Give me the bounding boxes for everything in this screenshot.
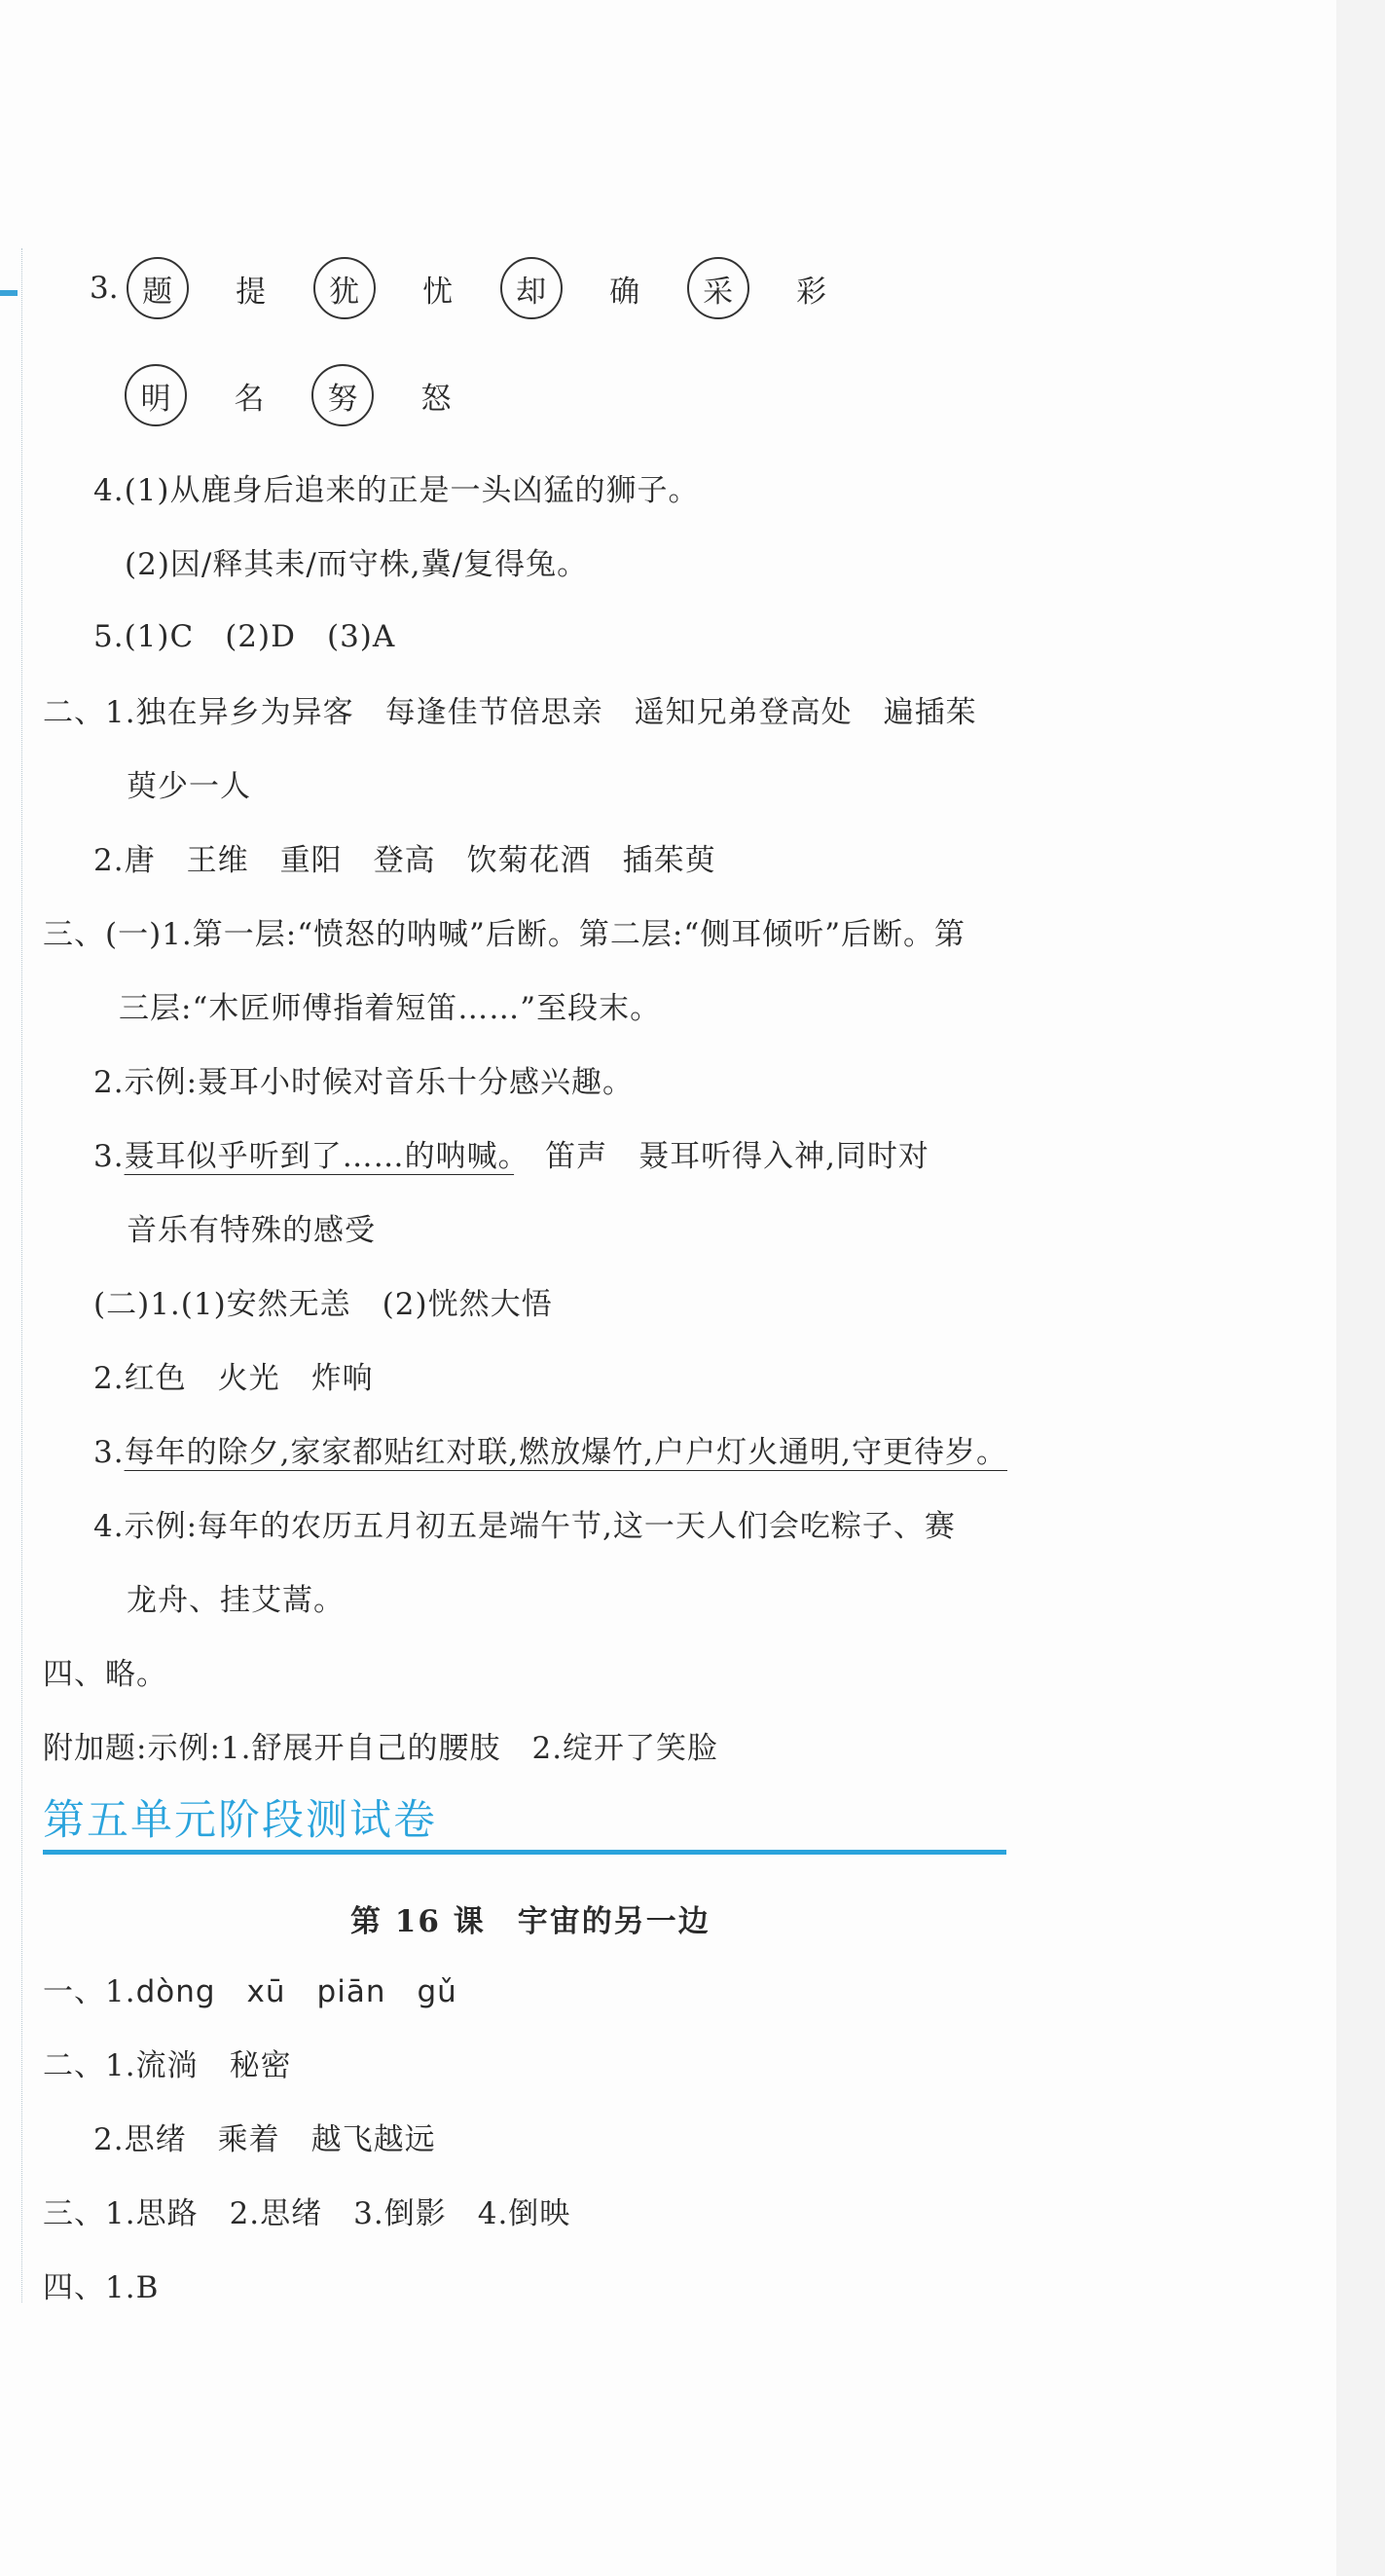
margin-marker [0, 290, 18, 296]
answer-line: 三、1.思路 2.思绪 3.倒影 4.倒映 [43, 2196, 571, 2231]
circled-character: 犹 [313, 257, 376, 319]
circled-character: 明 [125, 364, 187, 426]
answer-number: 一、1. [43, 1974, 136, 2009]
character: 怒 [420, 381, 452, 417]
answer-line: 龙舟、挂艾蒿。 [127, 1583, 345, 1618]
answer-line: 萸少一人 [127, 769, 251, 804]
answer-line: (2)因/释其耒/而守株,冀/复得兔。 [125, 547, 589, 582]
answer-line: 2.思绪 乘着 越飞越远 [93, 2122, 436, 2157]
section-title-rule [43, 1850, 1006, 1855]
character: 彩 [796, 274, 827, 310]
answer-line: 2.红色 火光 炸响 [93, 1361, 374, 1396]
answer-line: 二、1.独在异乡为异客 每逢佳节倍思亲 遥知兄弟登高处 遍插茱 [43, 695, 977, 730]
circled-character: 题 [127, 257, 189, 319]
answer-text: 笛声 聂耳听得入神,同时对 [514, 1139, 929, 1174]
answer-line: 4.(1)从鹿身后追来的正是一头凶猛的狮子。 [93, 473, 700, 508]
answer-line: (二)1.(1)安然无恙 (2)恍然大悟 [93, 1287, 553, 1322]
answer-line [43, 1970, 457, 2013]
answer-number: 3. [93, 1139, 125, 1174]
answer-line: 二、1.流淌 秘密 [43, 2048, 292, 2083]
circled-character: 采 [687, 257, 749, 319]
margin-guide-line [21, 248, 23, 2302]
section-title: 第五单元阶段测试卷 [43, 1796, 437, 1845]
answer-line [93, 1135, 929, 1178]
answer-line: 音乐有特殊的感受 [127, 1213, 376, 1248]
character: 提 [236, 274, 267, 310]
answer-line: 附加题:示例:1.舒展开自己的腰肢 2.绽开了笑脸 [43, 1731, 719, 1766]
circled-character: 却 [500, 257, 563, 319]
answer-number: 3. [93, 1435, 125, 1470]
character: 忧 [422, 274, 454, 310]
circled-character: 努 [311, 364, 374, 426]
answer-line: 2.唐 王维 重阳 登高 饮菊花酒 插茱萸 [93, 843, 716, 878]
q3-number: 3. [90, 271, 119, 306]
answer-line: 4.示例:每年的农历五月初五是端午节,这一天人们会吃粽子、赛 [93, 1509, 956, 1544]
answer-line: 三、(一)1.第一层:“愤怒的呐喊”后断。第二层:“侧耳倾听”后断。第 [43, 917, 966, 952]
underlined-answer: 每年的除夕,家家都贴红对联,燃放爆竹,户户灯火通明,守更待岁。 [124, 1435, 1007, 1470]
character: 确 [609, 274, 640, 310]
q3-row-2 [125, 364, 498, 426]
answer-line: 5.(1)C (2)D (3)A [93, 619, 396, 654]
answer-line [93, 1431, 1007, 1474]
pinyin-answer: dòng xū piān gǔ [135, 1974, 457, 2009]
lesson-title: 第 16 课 宇宙的另一边 [350, 1904, 711, 1939]
q3-row-1 [90, 257, 874, 319]
answer-line: 四、1.B [43, 2270, 160, 2305]
character: 名 [234, 381, 265, 417]
answer-line: 四、略。 [43, 1657, 167, 1692]
answer-line: 2.示例:聂耳小时候对音乐十分感兴趣。 [93, 1065, 635, 1100]
underlined-answer: 聂耳似乎听到了……的呐喊。 [124, 1139, 515, 1174]
page-edge-shade [1336, 0, 1385, 2576]
answer-line: 三层:“木匠师傅指着短笛……”至段末。 [119, 991, 662, 1026]
